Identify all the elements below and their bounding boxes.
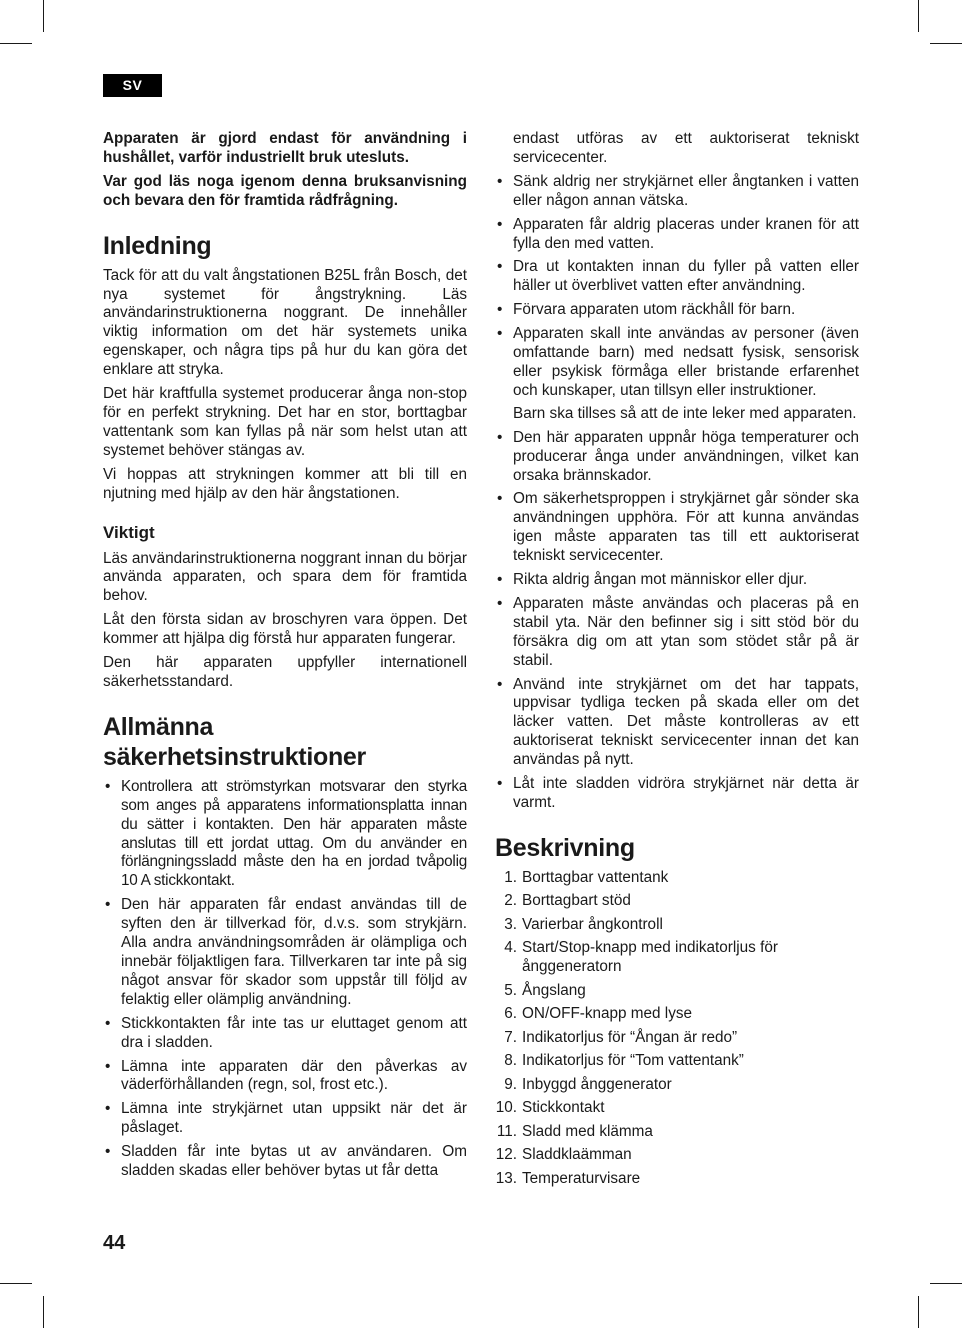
crop-mark (43, 0, 44, 32)
inledning-paragraph: Det här kraftfulla systemet producerar ånga non-stop för en perfekt strykning. Det har en stor, borttagbar vattentank som kan fyllas på när som helst utan att systemet behöver stängas av. (103, 385, 467, 459)
crop-mark (930, 1283, 962, 1284)
description-item-text: Inbyggd ånggenerator (522, 1075, 672, 1093)
description-item (495, 1029, 859, 1048)
description-item (495, 982, 859, 1001)
crop-mark (0, 43, 32, 44)
safety-item: • Sänk aldrig ner strykjärnet eller ångtanken i vatten eller någon annan vätska. (495, 173, 859, 211)
description-item-text: Sladd med klämma (522, 1122, 653, 1140)
safety-item: • Om säkerhetsproppen i strykjärnet går sönder ska användningen upphöra. För att kunna användas igen måste apparaten tas till ett auktoriserat tekniskt servicecenter. (495, 490, 859, 566)
safety-item: • Den här apparaten uppnår höga temperaturer och producerar ånga under användningen, vilket kan orsaka brännskador. (495, 429, 859, 486)
crop-mark (918, 0, 919, 32)
safety-item: • Låt inte sladden vidröra strykjärnet när detta är varmt. (495, 775, 859, 813)
safety-item: • Dra ut kontakten innan du fyller på vatten eller häller ut överblivet vatten efter användning. (495, 258, 859, 296)
description-item (495, 1099, 859, 1118)
safety-item: • Använd inte strykjärnet om det har tappats, uppvisar tydliga tecken på skada eller om det läcker vatten. Det måste kontrolleras av ett auktoriserat tekniskt servicecenter innan det kan användas på nytt. (495, 676, 859, 771)
description-item-number: 3. (504, 915, 517, 933)
description-item-text: Indikatorljus för “Ångan är redo” (522, 1028, 738, 1046)
inledning-paragraph: Tack för att du valt ångstationen B25L från Bosch, det nya systemet för ångstrykning. Läs användarinstruktionerna noggrant. De innehåller viktig information om det här systemets unika egenskaper, och några tips på hur du kan göra det enklare att stryka. (103, 266, 467, 379)
description-item-number: 5. (504, 981, 517, 999)
viktigt-heading: Viktigt (103, 522, 155, 542)
description-item-number: 8. (504, 1052, 517, 1070)
description-item (495, 869, 859, 888)
description-item-text: Varierbar ångkontroll (522, 915, 663, 933)
safety-item-text: Apparaten skall inte användas av personer (även omfattande barn) med nedsatt fysisk, sensorisk eller psykisk förmåga eller bristande erfarenhet och kunskaper, utan tillsyn eller instruktioner. (513, 325, 859, 399)
crop-mark (930, 43, 962, 44)
description-item-text: Temperaturvisare (522, 1169, 641, 1187)
children-note: Barn ska tillses så att de inte leker med apparaten. (513, 404, 857, 422)
safety-item: • Lämna inte apparaten där den påverkas av väderförhållanden (regn, sol, frost etc.). (103, 1058, 467, 1096)
beskrivning-heading: Beskrivning (495, 833, 635, 862)
description-item-number: 6. (504, 1005, 517, 1023)
description-item (495, 939, 859, 977)
safety-item: • Förvara apparaten utom räckhåll för barn. (495, 301, 859, 320)
safety-item: • Sladden får inte bytas ut av användaren. Om sladden skadas eller behöver bytas ut får detta (103, 1143, 467, 1181)
description-item-number: 2. (504, 892, 517, 910)
description-item-text: Indikatorljus för “Tom vattentank” (522, 1052, 744, 1070)
viktigt-paragraph: Den här apparaten uppfyller internationell säkerhetsstandard. (103, 654, 467, 690)
description-item-number: 4. (504, 939, 517, 957)
description-item-number: 9. (504, 1075, 517, 1093)
description-item-text: Ångslang (522, 981, 586, 999)
sakerhet-heading-line2: säkerhetsinstruktioner (103, 742, 366, 771)
crop-mark (43, 1296, 44, 1328)
safety-item (495, 325, 859, 424)
safety-item: • Lämna inte strykjärnet utan uppsikt när det är påslaget. (103, 1100, 467, 1138)
description-item-text: Sladdklaämman (522, 1146, 632, 1164)
description-item (495, 1005, 859, 1024)
description-item (495, 1123, 859, 1142)
right-column (495, 130, 859, 1193)
sakerhet-heading (103, 712, 467, 772)
description-item-text: Borttagbart stöd (522, 892, 631, 910)
safety-item-continuation: endast utföras av ett auktoriserat tekniskt servicecenter. (513, 130, 859, 166)
safety-item: • Apparaten får aldrig placeras under kranen för att fylla den med vatten. (495, 216, 859, 254)
description-item (495, 1076, 859, 1095)
intro-read-note: Var god läs noga igenom denna bruksanvisning och bevara den för framtida rådfrågning. (103, 172, 467, 209)
description-item-number: 1. (504, 868, 517, 886)
description-item-text: Stickkontakt (522, 1099, 605, 1117)
intro-usage-note: Apparaten är gjord endast för användning i hushållet, varför industriellt bruk utesluts. (103, 130, 467, 166)
description-item (495, 1170, 859, 1189)
safety-item: • Den här apparaten får endast användas till de syften den är tillverkad för, d.v.s. som strykjärn. Alla andra användningsområden är olämpliga och innebär följaktligen fara. Tillverkaren tar inte på sig något ansvar för skador som uppstår till följd av felaktig eller olämplig användning. (103, 896, 467, 1009)
description-item (495, 1052, 859, 1071)
safety-item: • Rikta aldrig ångan mot människor eller djur. (495, 571, 859, 590)
description-item-number: 12. (495, 1146, 517, 1164)
language-badge: SV (103, 74, 162, 97)
crop-mark (918, 1296, 919, 1328)
description-item (495, 916, 859, 935)
inledning-heading: Inledning (103, 231, 212, 260)
description-item-number: 7. (504, 1028, 517, 1046)
description-item (495, 892, 859, 911)
safety-list-right (495, 173, 859, 813)
description-item (495, 1146, 859, 1165)
description-item-number: 13. (495, 1169, 517, 1187)
description-item-text: Start/Stop-knapp med indikatorljus för ånggeneratorn (522, 939, 778, 976)
crop-mark (0, 1283, 32, 1284)
description-item-text: ON/OFF-knapp med lyse (522, 1005, 693, 1023)
safety-list-left (103, 778, 467, 1181)
inledning-paragraph: Vi hoppas att strykningen kommer att bli till en njutning med hjälp av den här ångstationen. (103, 465, 467, 502)
description-list (495, 869, 859, 1189)
safety-item: • Stickkontakten får inte tas ur eluttaget genom att dra i sladden. (103, 1015, 467, 1053)
page-number: 44 (103, 1232, 126, 1254)
left-column (103, 130, 467, 1186)
description-item-number: 10. (495, 1099, 517, 1117)
sakerhet-heading-line1: Allmänna (103, 712, 214, 741)
viktigt-paragraph: Låt den första sidan av broschyren vara öppen. Det kommer att hjälpa dig förstå hur apparaten fungerar. (103, 611, 467, 648)
description-item-number: 11. (496, 1122, 517, 1140)
viktigt-paragraph: Läs användarinstruktionerna noggrant innan du börjar använda apparaten, och spara dem för framtida behov. (103, 549, 467, 605)
description-item-text: Borttagbar vattentank (522, 868, 669, 886)
safety-item: • Kontrollera att strömstyrkan motsvarar den styrka som anges på apparatens informationsplatta innan du sätter i kontakten. Den här apparaten måste anslutas till ett jordat uttag. Om du använder en förlängningssladd måste den ha en jordad tvåpolig 10 A stickkontakt. (103, 778, 467, 891)
safety-item: • Apparaten måste användas och placeras på en stabil yta. När den befinner sig i sitt stöd bör du försäkra dig om att ytan som stödet står på är stabil. (495, 595, 859, 671)
